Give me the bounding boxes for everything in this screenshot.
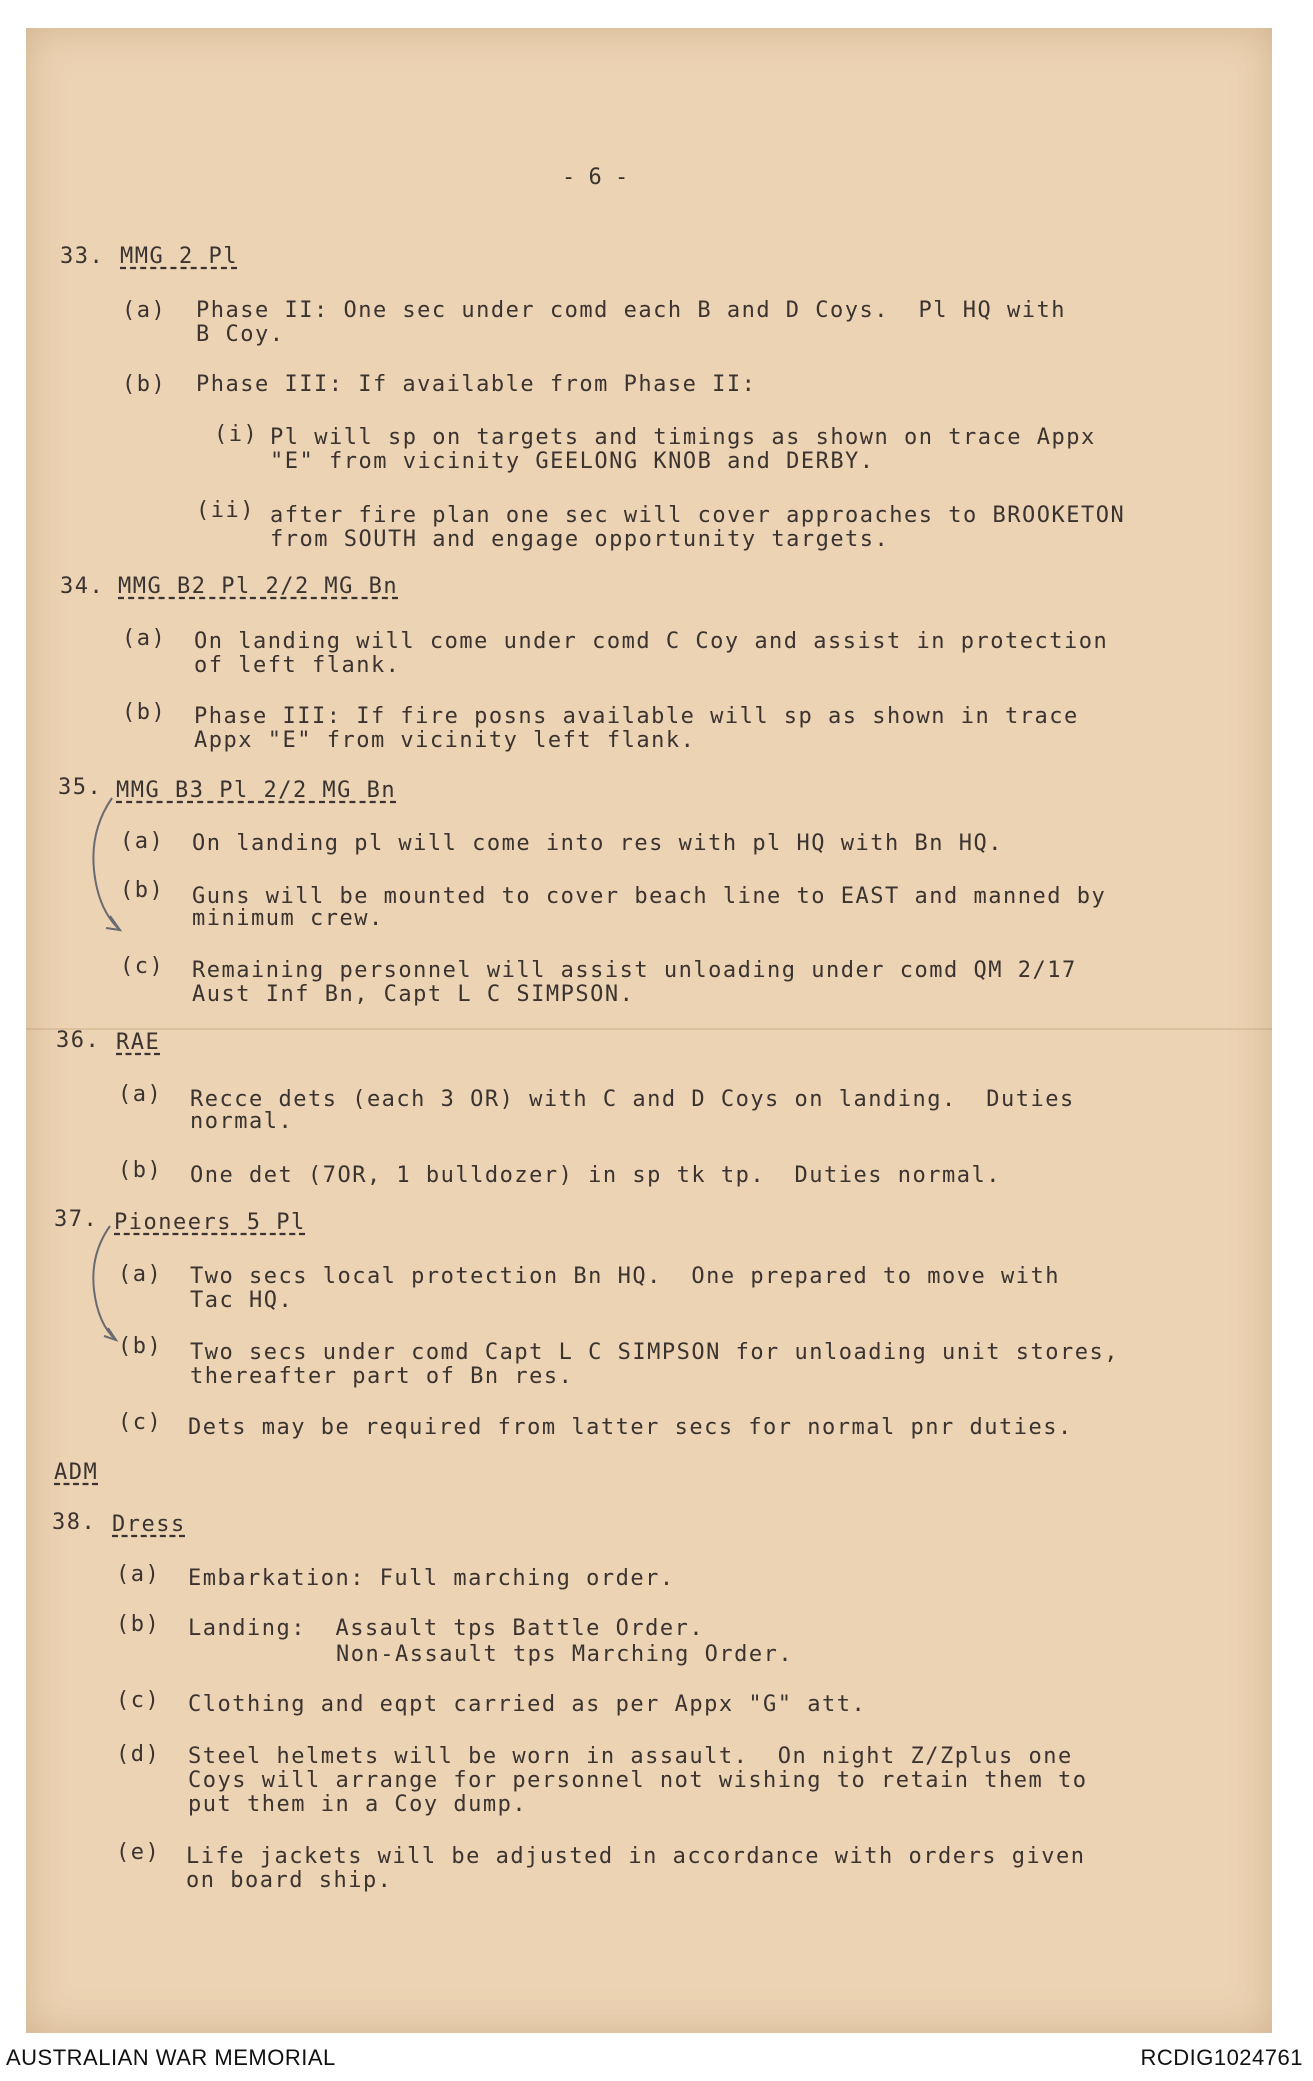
item-text: Aust Inf Bn, Capt L C SIMPSON. xyxy=(192,982,635,1007)
item-text: thereafter part of Bn res. xyxy=(190,1364,574,1389)
item-text: Embarkation: Full marching order. xyxy=(188,1566,675,1591)
footer-archive-name: AUSTRALIAN WAR MEMORIAL xyxy=(6,2045,336,2070)
item-text: Phase III: If available from Phase II: xyxy=(196,372,757,397)
item-label: (a) xyxy=(118,1082,163,1107)
item-text: Remaining personnel will assist unloading under comd QM 2/17 xyxy=(192,958,1077,983)
item-label: (b) xyxy=(118,1334,163,1359)
adm-heading: ADM xyxy=(54,1460,99,1485)
item-label: (c) xyxy=(120,954,165,979)
item-text: Tac HQ. xyxy=(190,1288,294,1313)
subitem-text: from SOUTH and engage opportunity targets. xyxy=(270,527,890,552)
item-label: (e) xyxy=(116,1840,161,1865)
item-label: (a) xyxy=(118,1262,163,1287)
section-title: Dress xyxy=(112,1512,186,1537)
item-text: Coys will arrange for personnel not wishing to retain them to xyxy=(188,1768,1088,1793)
item-label: (b) xyxy=(120,878,165,903)
item-label: (a) xyxy=(122,298,167,323)
item-label: (c) xyxy=(116,1688,161,1713)
section-title: MMG B2 Pl 2/2 MG Bn xyxy=(118,574,399,599)
item-text: Clothing and eqpt carried as per Appx "G" att. xyxy=(188,1692,867,1717)
item-text: Dets may be required from latter secs for normal pnr duties. xyxy=(188,1415,1073,1440)
page-number: - 6 - xyxy=(562,165,629,190)
item-text: Recce dets (each 3 OR) with C and D Coys on landing. Duties xyxy=(190,1087,1075,1112)
item-text: Landing: Assault tps Battle Order. xyxy=(188,1616,705,1641)
item-label: (d) xyxy=(116,1742,161,1767)
item-label: (a) xyxy=(122,626,167,651)
item-text: normal. xyxy=(190,1109,294,1134)
item-text: Life jackets will be adjusted in accordance with orders given xyxy=(186,1844,1086,1869)
subitem-label: (i) xyxy=(214,422,259,447)
item-text: Phase II: One sec under comd each B and D Coys. Pl HQ with xyxy=(196,298,1066,323)
subitem-text: Pl will sp on targets and timings as shown on trace Appx xyxy=(270,425,1096,450)
section-title: MMG B3 Pl 2/2 MG Bn xyxy=(116,778,397,803)
item-text: Guns will be mounted to cover beach line to EAST and manned by xyxy=(192,884,1107,909)
item-text: Two secs local protection Bn HQ. One prepared to move with xyxy=(190,1264,1060,1289)
item-text: Non-Assault tps Marching Order. xyxy=(336,1642,794,1667)
section-title: RAE xyxy=(116,1030,161,1055)
item-text: put them in a Coy dump. xyxy=(188,1792,528,1817)
item-text: on board ship. xyxy=(186,1868,393,1893)
item-text: of left flank. xyxy=(194,653,401,678)
item-text: Two secs under comd Capt L C SIMPSON for unloading unit stores, xyxy=(190,1340,1119,1365)
item-text: On landing will come under comd C Coy and assist in protection xyxy=(194,629,1109,654)
item-text: B Coy. xyxy=(196,322,285,347)
item-text: Appx "E" from vicinity left flank. xyxy=(194,728,696,753)
section-number: 37. xyxy=(54,1207,99,1232)
item-label: (c) xyxy=(118,1410,163,1435)
item-label: (b) xyxy=(116,1612,161,1637)
item-text: minimum crew. xyxy=(192,906,384,931)
subitem-text: "E" from vicinity GEELONG KNOB and DERBY. xyxy=(270,449,875,474)
pencil-arrow-icon xyxy=(82,1220,132,1345)
section-title: Pioneers 5 Pl xyxy=(114,1210,306,1235)
section-number: 36. xyxy=(56,1028,101,1053)
subitem-text: after fire plan one sec will cover approaches to BROOKETON xyxy=(270,503,1126,528)
item-label: (b) xyxy=(118,1158,163,1183)
section-number: 38. xyxy=(52,1510,97,1535)
item-label: (a) xyxy=(120,829,165,854)
item-text: On landing pl will come into res with pl HQ with Bn HQ. xyxy=(192,831,1003,856)
item-label: (b) xyxy=(122,372,167,397)
item-text: Phase III: If fire posns available will sp as shown in trace xyxy=(194,704,1079,729)
subitem-label: (ii) xyxy=(196,498,255,523)
item-label: (b) xyxy=(122,700,167,725)
footer-record-id: RCDIG1024761 xyxy=(1140,2045,1303,2070)
item-text: One det (7OR, 1 bulldozer) in sp tk tp. Duties normal. xyxy=(190,1163,1001,1188)
section-number: 34. xyxy=(60,574,105,599)
item-text: Steel helmets will be worn in assault. On night Z/Zplus one xyxy=(188,1744,1073,1769)
pencil-arrow-icon xyxy=(82,790,132,940)
section-title: MMG 2 Pl xyxy=(120,244,238,269)
section-number: 35. xyxy=(58,775,103,800)
item-label: (a) xyxy=(116,1562,161,1587)
section-number: 33. xyxy=(60,244,105,269)
